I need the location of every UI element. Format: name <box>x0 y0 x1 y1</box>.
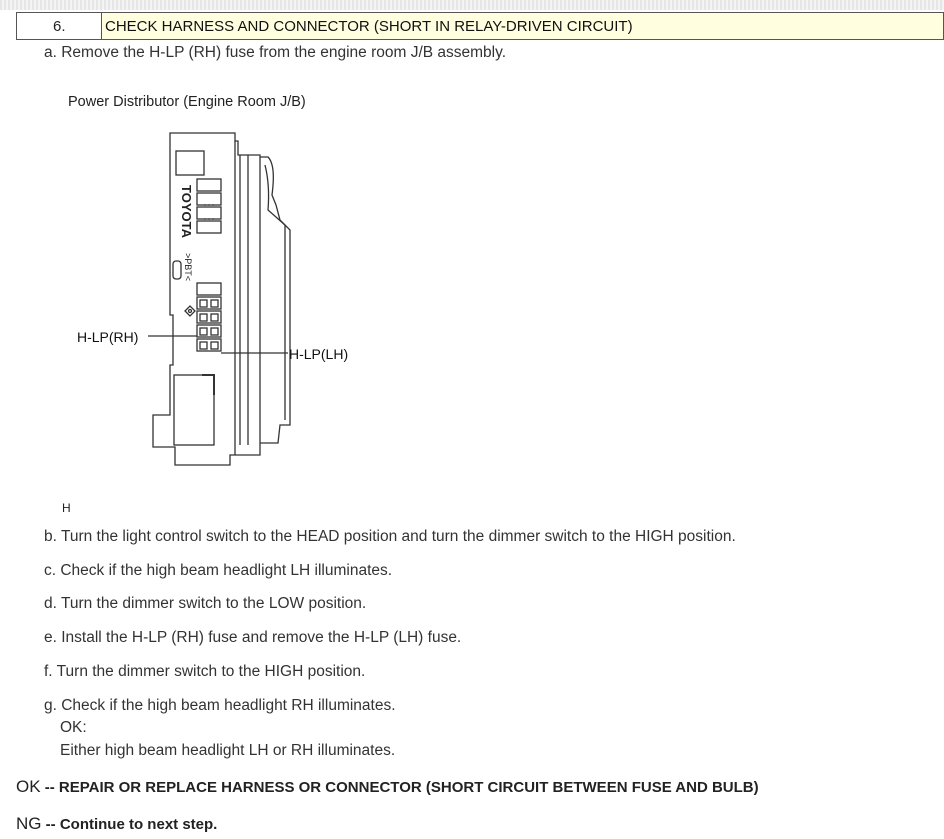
figure-code: H <box>62 501 71 515</box>
result-ng-text: Continue to next step. <box>59 816 218 833</box>
step-g-ok-label: OK: <box>60 719 87 736</box>
result-ok-code: OK <box>16 777 41 796</box>
step-g-text: g. Check if the high beam headlight RH illuminates. <box>44 697 396 714</box>
step-number: 6. <box>17 13 102 39</box>
step-g-ok-text: Either high beam headlight LH or RH illuminates. <box>60 742 396 759</box>
step-c-text: c. Check if the high beam headlight LH illuminates. <box>44 562 393 579</box>
top-border <box>0 0 944 10</box>
step-b-text: b. Turn the light control switch to the HEAD position and turn the dimmer switch to the HIGH position. <box>44 528 736 545</box>
material-marking: >PBT< <box>183 253 193 282</box>
result-ng <box>16 814 217 834</box>
figure-title: Power Distributor (Engine Room J/B) <box>68 94 306 110</box>
step-header <box>16 12 944 40</box>
result-ok <box>16 777 759 797</box>
step-e-text: e. Install the H-LP (RH) fuse and remove the H-LP (LH) fuse. <box>44 629 462 646</box>
step-d-text: d. Turn the dimmer switch to the LOW position. <box>44 595 367 612</box>
step-title: CHECK HARNESS AND CONNECTOR (SHORT IN RELAY-DRIVEN CIRCUIT) <box>105 17 633 35</box>
label-h-lp-rh: H-LP(RH) <box>77 329 139 345</box>
step-a-text: a. Remove the H-LP (RH) fuse from the engine room J/B assembly. <box>44 44 507 61</box>
result-ok-text: REPAIR OR REPLACE HARNESS OR CONNECTOR (SHORT CIRCUIT BETWEEN FUSE AND BULB) <box>58 779 759 796</box>
step-f-text: f. Turn the dimmer switch to the HIGH position. <box>44 663 366 680</box>
result-ok-separator: -- <box>40 779 59 796</box>
result-ng-code: NG <box>16 814 42 833</box>
result-ng-separator: -- <box>41 816 60 833</box>
brand-text: TOYOTA <box>179 185 194 238</box>
label-h-lp-lh: H-LP(LH) <box>289 346 349 362</box>
power-distributor-diagram <box>140 125 300 470</box>
